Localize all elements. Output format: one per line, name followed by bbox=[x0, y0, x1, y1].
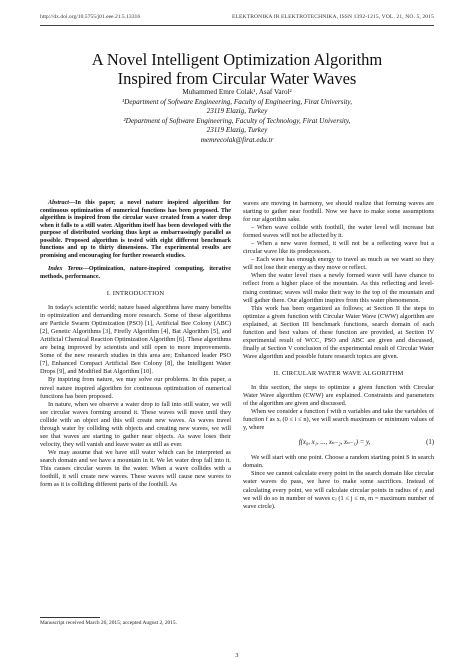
intro-paragraph-1: In today's scientific world; nature based algorithms have many benefits in optimization and demanding more research. Some of these algorithms are Particle Swarm Optimization (PSO) [1], Artificial Bee Colony (ABC) [2], Genetic Algorithms [3], Firefly Algorithm [4], Bat Algorithm [5], and Artificial Chemical Reaction Optimization Algorithm [6]. These algorithms are being improved by scientists and still open to more improvements. Some of the new research studies in this area are; Enhanced leader PSO [7], Enhanced Compact Artificial Bee Colony [8], the Intelligent Water Drops [9], and Modified Bat Algorithm [10]. bbox=[40, 304, 231, 376]
index-terms bbox=[40, 266, 231, 281]
title-line-2: Inspired from Circular Water Waves bbox=[117, 68, 357, 88]
author-names: Muhammed Emre Colak¹, Asaf Varol² bbox=[182, 88, 292, 96]
paper-title bbox=[40, 51, 434, 88]
affiliation-2b: 23119 Elazig, Turkey bbox=[206, 126, 268, 135]
affiliation-1a: ¹Department of Software Engineering, Faculty of Engineering, Firat University, bbox=[121, 97, 353, 106]
author-block bbox=[40, 88, 434, 146]
author-email[interactable]: memrecolak@firat.edu.tr bbox=[200, 135, 274, 144]
assumption-3: – Each wave has enough energy to travel as much as we want so they will not lose their energy as they move or reflect. bbox=[243, 256, 434, 272]
abstract bbox=[40, 200, 231, 260]
manuscript-footnote: Manuscript received March 26, 2015; accepted August 2, 2015. bbox=[40, 620, 177, 626]
intro-paragraph-5: When the water level rises a newly formed wave will have chance to reflect from a higher place of the mountain. As this reflecting and level-rising continue; waves will make their way to the top of the mountain and will gather there. Our algorithm inspires from this water phenomenon. bbox=[243, 272, 434, 304]
equation-number: (1) bbox=[426, 439, 434, 447]
section-heading-cww: II. CIRCULAR WATER WAVE ALGORITHM bbox=[273, 369, 404, 377]
cww-paragraph-3: We will start with one point. Choose a random starting point S in search domain. bbox=[243, 454, 434, 470]
running-header bbox=[40, 14, 434, 24]
equation-1 bbox=[243, 439, 434, 447]
affiliation-1b: 23119 Elazig, Turkey bbox=[206, 107, 268, 116]
footnote-rule bbox=[40, 617, 100, 618]
doi-link[interactable]: http://dx.doi.org/10.5755/j01.eee.21.5.13316 bbox=[40, 14, 141, 20]
page-number: 3 bbox=[235, 652, 239, 659]
assumption-1: – When wave collide with foothill, the water level will increase but formed waves will not be affected by it. bbox=[243, 224, 434, 240]
right-column bbox=[243, 200, 434, 511]
title-line-1: A Novel Intelligent Optimization Algorithm bbox=[91, 50, 383, 69]
intro-paragraph-2: By inspiring from nature, we may solve our problems. In this paper, a novel nature inspired algorithm for continuous optimization of numerical functions has been proposed. bbox=[40, 376, 231, 400]
cww-paragraph-4: Since we cannot calculate every point in the search domain like circular water waves do pass, we have to make some sacrifices. Instead of calculating every point, we will calculate circular points in radius of rᵢ and we will do so in number of waves cⱼ (1 ≤ j ≤ m, m = maximum number of wave circle). bbox=[243, 470, 434, 510]
intro-paragraph-4: We may assume that we have still water which can be interpreted as search domain and we have a mountain in it. We let water drop fall into it. This causes circular waves in the water. When a wave collides with a foothill, it will create new waves. These waves will cause new waves to form as it is colliding different parts of the foothill. As bbox=[40, 448, 231, 489]
abstract-text: —In this paper, a novel nature inspired algorithm for continuous optimization of numerical functions has been proposed. The algorithm is inspired from the circular wave created from a water drop when it falls to a still water. Algorithm itself has been developed with the purpose of distributed working thus kept as embarrassingly parallel as possible. Proposed algorithm is tested with eight different benchmark functions and up to thirty dimensions. The experimental results are promising and encouraging for further research studies. bbox=[40, 200, 231, 259]
intro-paragraph-6: This work has been organized as follows; at Section II the steps to optimize a given function with Circular Water Wave (CWW) algorithm are explained, at Section III benchmark functions, search domain of each function and best values of these function are provided, at Section IV experimental result of WCC, PSO and ABC are given and discussed, finally at Section V conclusion of the experimental result of Circular Water Wave algorithm and possible future research topics are given. bbox=[243, 304, 434, 360]
intro-paragraph-3: In nature, when we observe a water drop to fall into still water, we will see circular waves forming around it. These waves will move until they collide with an object and this will create new waves. As waves travel through water by colliding with objects and creating new waves, we will see that waves are starting to gather near objects. As wave loses their velocity, they will vanish and leave water as still as ever. bbox=[40, 400, 231, 448]
equation-body: f(x₀, x₁, ..., xₙ₋₂, xₙ₋₁) = y, bbox=[298, 439, 371, 447]
cww-paragraph-1: In this section, the steps to optimize a given function with Circular Water Wave algorithm (CWW) are explained. Constraints and parameters of the algorithm are given and discussed. bbox=[243, 383, 434, 408]
assumption-2: – When a new wave formed, it will not be a reflecting wave but a circular wave like its predecessors. bbox=[243, 240, 434, 256]
journal-header: ELEKTRONIKA IR ELEKTROTECHNIKA, ISSN 1392-1215, VOL. 21, NO. 5, 2015 bbox=[232, 14, 434, 20]
section-heading-introduction: I. INTRODUCTION bbox=[106, 290, 165, 297]
index-terms-text: —Optimization, nature-inspired computing, iterative methods, performance. bbox=[40, 266, 231, 280]
abstract-label: Abstract bbox=[48, 200, 69, 206]
cww-paragraph-2: When we consider a function f with n variables and take the variables of function f as xᵢ (0 ≤ i ≤ n), we will search maximum or minimum values of y, where bbox=[243, 408, 434, 432]
affiliation-2a: ²Department of Software Engineering, Faculty of Technology, Firat University, bbox=[123, 116, 351, 125]
left-column bbox=[40, 200, 231, 489]
index-terms-label: Index Terms bbox=[48, 266, 83, 272]
header-rule bbox=[40, 25, 434, 26]
intro-paragraph-cont: waves are moving in harmony, we should realize that forming waves are starting to gather near foothill. Now we have to make some assumptions for our algorithm sake. bbox=[243, 200, 434, 224]
